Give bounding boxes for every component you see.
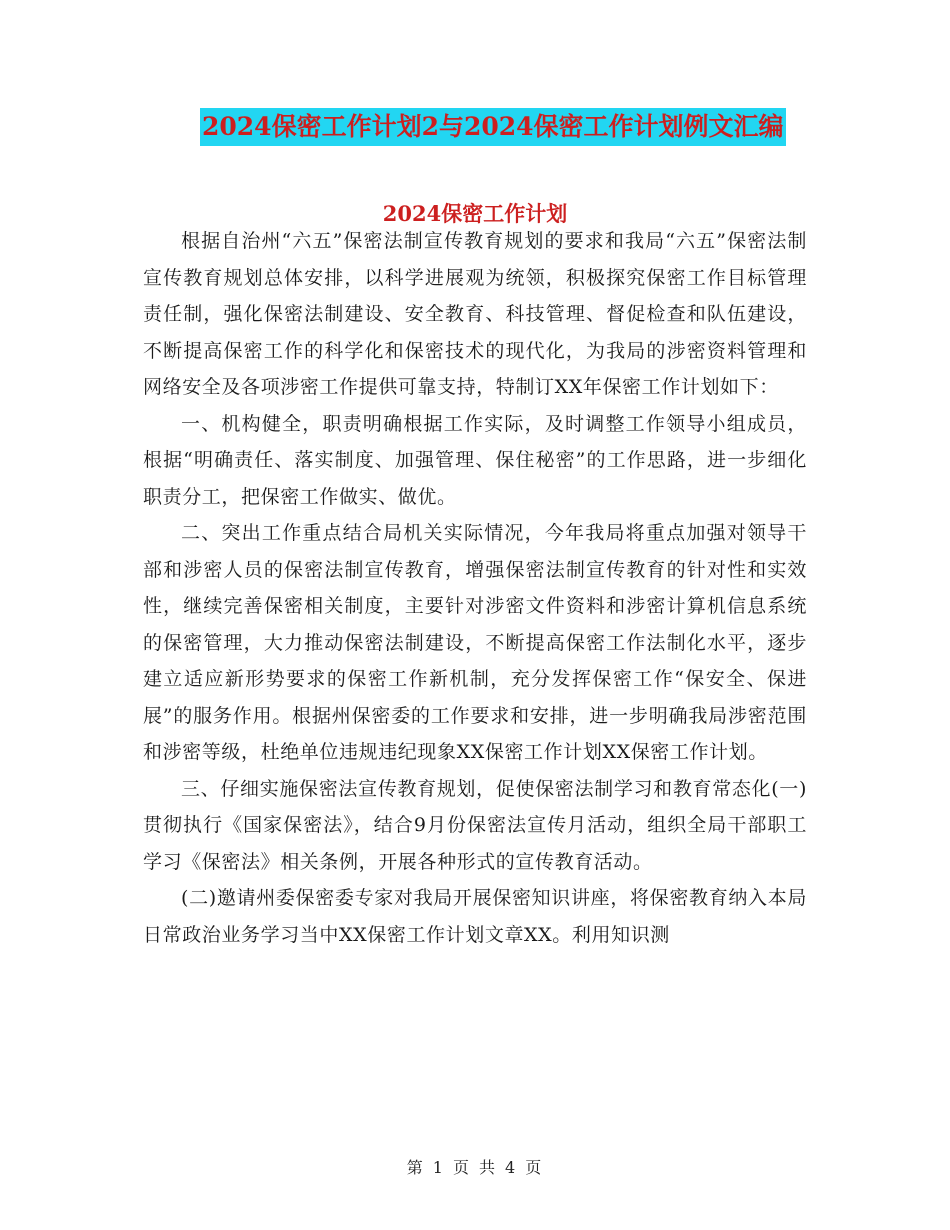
section-title: 2024保密工作计划 <box>382 201 568 226</box>
page-number: 1 <box>432 1158 445 1177</box>
paragraph-1: 一、机构健全，职责明确根据工作实际，及时调整工作领导小组成员，根据“明确责任、落实制度、加强管理、保住秘密”的工作思路，进一步细化职责分工，把保密工作做实、做优。 <box>143 412 807 508</box>
page-unit: 页 <box>452 1158 471 1177</box>
document-title: 2024保密工作计划2与2024保密工作计划例文汇编 <box>200 108 786 146</box>
page-label: 第 <box>406 1158 425 1177</box>
total-label: 共 <box>479 1158 498 1177</box>
total-unit: 页 <box>525 1158 544 1177</box>
total-pages: 4 <box>505 1158 518 1177</box>
page-footer <box>0 1155 950 1178</box>
paragraph-intro: 根据自治州“六五”保密法制宣传教育规划的要求和我局“六五”保密法制宣传教育规划总体安排，以科学进展观为统领，积极探究保密工作目标管理责任制，强化保密法制建设、安全教育、科技管理、督促检查和队伍建设，不断提高保密工作的科学化和保密技术的现代化，为我局的涉密资料管理和网络安全及各项涉密工作提供可靠支持，特制订XX年保密工作计划如下： <box>143 230 807 398</box>
paragraph-4: (二)邀请州委保密委专家对我局开展保密知识讲座，将保密教育纳入本局日常政治业务学习当中XX保密工作计划文章XX。利用知识测 <box>143 887 807 946</box>
paragraph-3: 三、仔细实施保密法宣传教育规划，促使保密法制学习和教育常态化(一)贯彻执行《国家保密法》，结合9月份保密法宣传月活动，组织全局干部职工学习《保密法》相关条例，开展各种形式的宣传教育活动。 <box>143 777 807 873</box>
paragraph-2: 二、突出工作重点结合局机关实际情况，今年我局将重点加强对领导干部和涉密人员的保密法制宣传教育，增强保密法制宣传教育的针对性和实效性，继续完善保密相关制度，主要针对涉密文件资料和涉密计算机信息系统的保密管理，大力推动保密法制建设，不断提高保密工作法制化水平，逐步建立适应新形势要求的保密工作新机制，充分发挥保密工作“保安全、保进展”的服务作用。根据州保密委的工作要求和安排，进一步明确我局涉密范围和涉密等级，杜绝单位违规违纪现象XX保密工作计划XX保密工作计划。 <box>143 522 807 763</box>
document-body <box>143 223 807 953</box>
